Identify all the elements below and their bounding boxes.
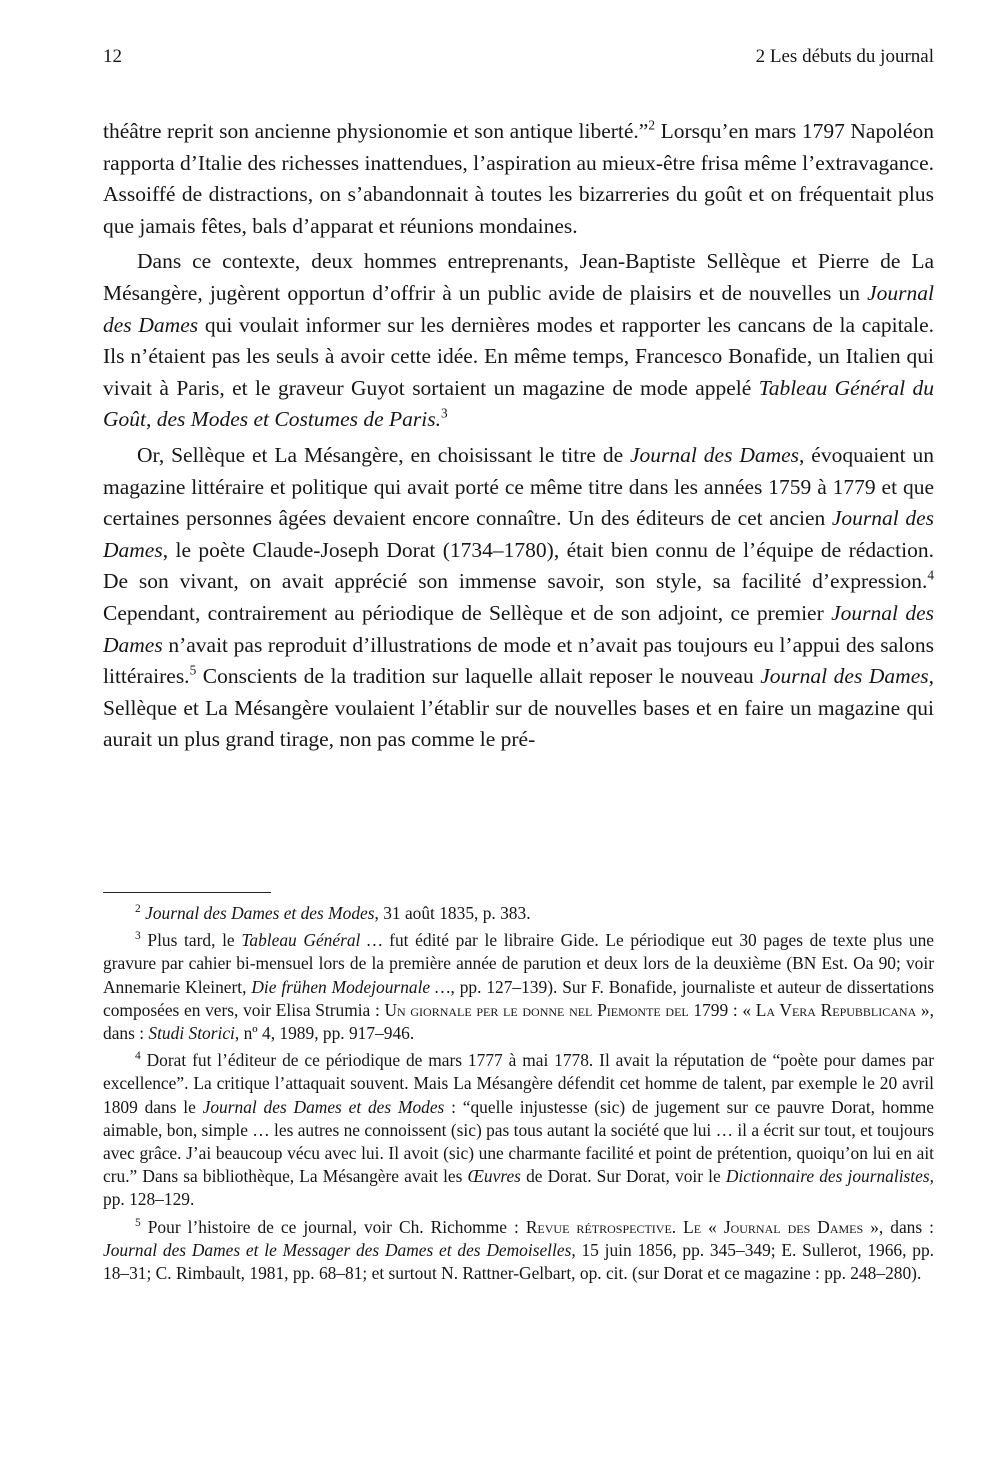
- text-run: de Dorat. Sur Dorat, voir le: [520, 1166, 726, 1187]
- footnote-2: [103, 902, 934, 925]
- text-run: , dans :: [878, 1216, 934, 1237]
- paragraph-3: [103, 440, 934, 756]
- italic-title: Tableau Général …: [241, 930, 383, 951]
- text-run: , dans :: [103, 999, 934, 1044]
- text-run: , évoquaient un magazine littéraire et politique qui avait porté ce même titre dans les années 1759 à 1779 et que certaines personnes âgées devaient encore connaître. Un des éditeurs de cet ancien: [103, 442, 935, 531]
- footnote-ref-5[interactable]: 5: [189, 662, 197, 678]
- italic-title: Die frühen Modejournale …: [251, 976, 451, 997]
- footnotes: [103, 902, 934, 1285]
- text-run: Conscients de la tradition sur laquelle allait reposer le nouveau: [196, 664, 761, 689]
- italic-title: Journal des Dames: [103, 506, 935, 562]
- italic-title: Studi Storici: [148, 1023, 235, 1044]
- italic-title: Journal des Dames: [103, 280, 934, 337]
- italic-title: Journal des Dames: [630, 442, 800, 467]
- footnote-ref-2[interactable]: 2: [648, 117, 656, 133]
- italic-title: Journal des Dames: [760, 664, 929, 689]
- text-run: , pp. 128–129.: [103, 1166, 934, 1210]
- footnote-ref-4[interactable]: 4: [927, 567, 934, 583]
- page-number: 12: [103, 46, 122, 67]
- footnote-number: 3: [135, 930, 141, 943]
- footnote-5: [103, 1216, 934, 1286]
- small-caps-title: Revue rétrospective. Le « Journal des Dames »: [525, 1216, 879, 1237]
- text-run: : “quelle injustesse (sic) de jugement sur ce pauvre Dorat, homme aimable, bon, simple … les autres ne connoissent (sic) pas tous autant la société que lui … il a écrit sur tout, et toujours avec grâce. J’ai beaucoup vécu avec lui. Il avoit (sic) une charmante facilité et point de prétention, quoiqu’on lui en ait cru.” Dans sa bibliothèque, La Mésangère avait les: [103, 1096, 934, 1187]
- text-run: théâtre reprit son ancienne physionomie et son antique liberté.”: [103, 119, 649, 143]
- italic-title: Journal des Dames et des Modes: [145, 903, 375, 923]
- footnote-3: [103, 929, 934, 1045]
- running-title: 2 Les débuts du journal: [755, 46, 934, 67]
- text-run: fut édité par le libraire Gide. Le périodique eut 30 pages de texte plus une gravure par cahier bi-mensuel lors de la première année de parution et deux lors de la deuxième (BN Est. Oa 90; voir Annemarie Kleinert,: [103, 930, 934, 997]
- italic-title: Œuvres: [467, 1166, 521, 1187]
- footnote-rule: [103, 892, 271, 893]
- main-text: [103, 116, 934, 756]
- italic-title: Journal des Dames et le Messager des Dames et des Demoiselles: [103, 1239, 572, 1260]
- text-run: qui voulait informer sur les dernières modes et rapporter les cancans de la capitale. Ils n’étaient pas les seuls à avoir cette idée. En même temps, Francesco Bonafide, un Italien qui vivait à Paris, et le graveur Guyot sortaient un magazine de mode appelé: [103, 312, 934, 400]
- footnote-ref-3[interactable]: 3: [441, 405, 448, 421]
- italic-title: Journal des Dames et des Modes: [202, 1096, 445, 1117]
- text-run: Pour l’histoire de ce journal, voir Ch. Richomme :: [147, 1216, 526, 1237]
- text-run: n’avait pas reproduit d’illustrations de mode et n’avait pas toujours eu l’appui des salons littéraires.: [103, 632, 934, 689]
- text-run: , 31 août 1835, p. 383.: [374, 903, 531, 923]
- text-run: , le poète Claude-Joseph Dorat (1734–1780), était bien connu de l’équipe de rédaction. De son vivant, on avait apprécié son immense savoir, son style, sa facilité d’expression.: [103, 537, 934, 594]
- text-run: Dorat fut l’éditeur de ce périodique de mars 1777 à mai 1778. Il avait la réputation de “poète pour dames par excellence”. La critique l’attaquait souvent. Mais La Mésangère défendit cet homme de talent, par exemple le 20 avril 1809 dans le: [103, 1050, 934, 1117]
- italic-title: Tableau Général du Goût, des Modes et Costumes de Paris.: [103, 375, 934, 432]
- footnote-4: [103, 1049, 934, 1211]
- text-run: Dans ce contexte, deux hommes entreprenants, Jean-Baptiste Sellèque et Pierre de La Mésangère, jugèrent opportun d’offrir à un public avide de plaisirs et de nouvelles un: [103, 249, 934, 305]
- text-run: Lorsqu’en mars 1797 Napoléon rapporta d’Italie des richesses inattendues, l’aspiration au mieux-être frisa même l’extravagance. Assoiffé de distractions, on s’abandonnait à toutes les bizarreries du goût et on fréquentait plus que jamais fêtes, bals d’apparat et réunions mondaines.: [103, 119, 934, 238]
- text-run: Plus tard, le: [147, 930, 242, 951]
- small-caps-title: Un giornale per le donne nel Piemonte del 1799 : « La Vera Repubblicana »: [384, 999, 930, 1020]
- paragraph-2: [103, 246, 934, 436]
- italic-title: Dictionnaire des journalistes: [725, 1166, 930, 1187]
- text-run: Or, Sellèque et La Mésangère, en choisissant le titre de: [137, 442, 631, 467]
- text-run: , Sellèque et La Mésangère voulaient l’établir sur de nouvelles bases et en faire un magazine qui aurait un plus grand tirage, non pas comme le pré-: [103, 664, 934, 752]
- footnote-number: 2: [135, 903, 141, 916]
- footnote-number: 5: [135, 1216, 141, 1229]
- text-run: Cependant, contrairement au périodique de Sellèque et de son adjoint, ce premier: [103, 600, 832, 625]
- footnote-number: 4: [135, 1050, 141, 1063]
- text-run: , pp. 127–139). Sur F. Bonafide, journaliste et auteur de dissertations composées en vers, voir Elisa Strumia :: [103, 976, 935, 1020]
- italic-title: Journal des Dames: [103, 600, 934, 657]
- text-run: , 15 juin 1856, pp. 345–349; E. Sullerot, 1966, pp. 18–31; C. Rimbault, 1981, pp. 68–81; et surtout N. Rattner-Gelbart, op. cit. (sur Dorat et ce magazine : pp. 248–280).: [103, 1239, 934, 1284]
- paragraph-1: [103, 116, 934, 242]
- text-run: , nº 4, 1989, pp. 917–946.: [234, 1023, 415, 1044]
